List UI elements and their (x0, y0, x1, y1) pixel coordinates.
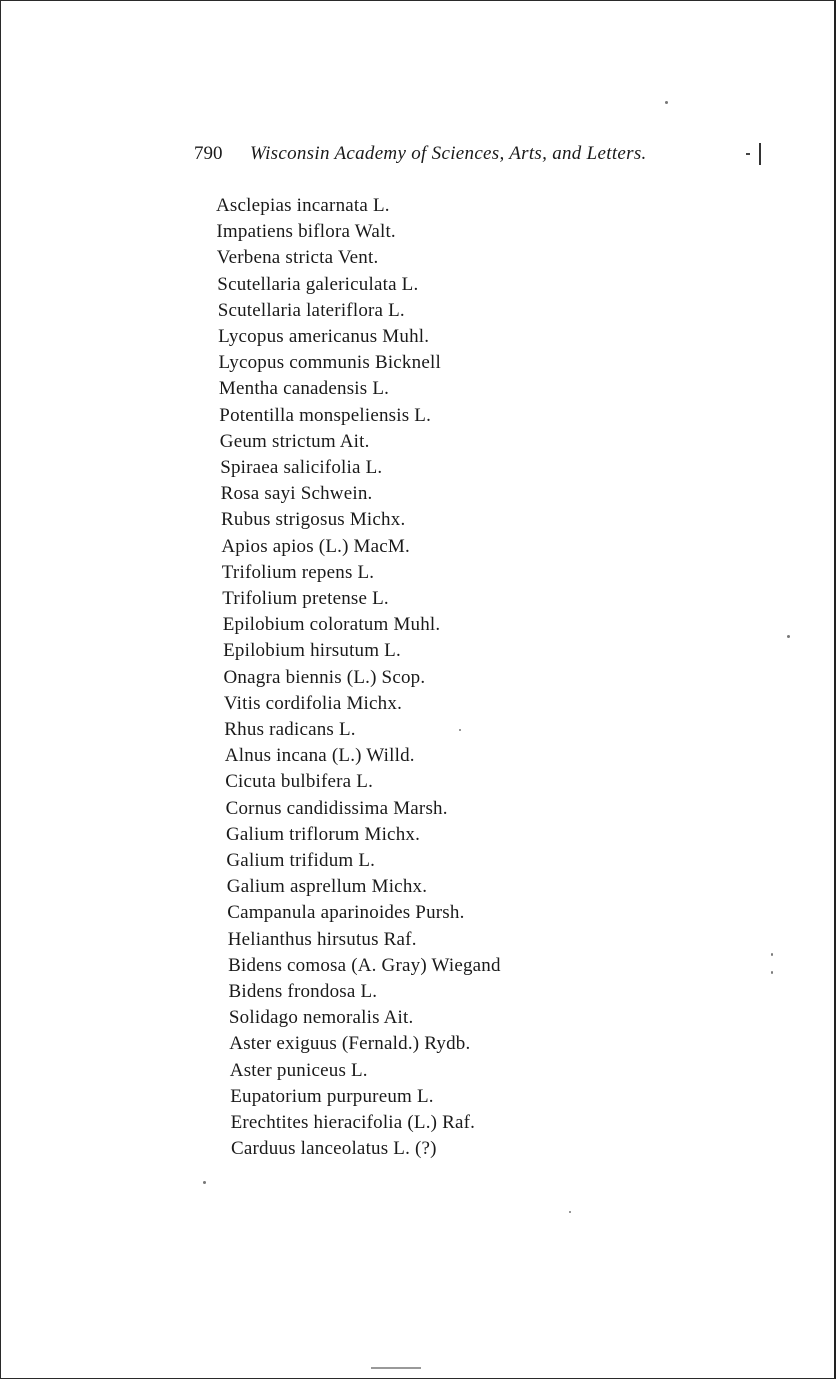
scan-mark (759, 143, 761, 165)
species-entry: Epilobium hirsutum L. (223, 640, 401, 662)
species-entry: Galium triflorum Michx. (226, 823, 421, 845)
scan-speck (771, 953, 773, 956)
species-entry: Epilobium coloratum Muhl. (222, 614, 441, 636)
species-entry: Spiraea salicifolia L. (220, 457, 383, 478)
scan-mark (746, 153, 750, 155)
scan-speck (787, 635, 790, 638)
scan-speck (665, 101, 668, 104)
species-entry: Solidago nemoralis Ait. (228, 1007, 414, 1029)
scan-speck (569, 1211, 571, 1213)
species-entry: Apios apios (L.) MacM. (221, 535, 410, 557)
page-header (194, 143, 714, 173)
species-entry: Rubus strigosus Michx. (221, 509, 406, 531)
species-entry: Asclepias incarnata L. (216, 195, 390, 216)
species-entry: Campanula aparinoides Pursh. (227, 902, 465, 924)
species-entry: Impatiens biflora Walt. (216, 221, 396, 243)
species-entry: Scutellaria lateriflora L. (217, 299, 405, 321)
species-entry: Trifolium repens L. (221, 561, 375, 583)
scan-speck (771, 971, 773, 974)
species-entry: Rosa sayi Schwein. (220, 483, 373, 505)
species-entry: Onagra biennis (L.) Scop. (223, 666, 426, 688)
species-entry: Alnus incana (L.) Willd. (224, 745, 415, 767)
page-number: 790 (194, 143, 223, 164)
species-entry: Vitis cordifolia Michx. (223, 692, 403, 714)
species-entry: Rhus radicans L. (224, 719, 356, 740)
species-entry: Cornus candidissima Marsh. (225, 797, 448, 819)
species-entry: Aster exiguus (Fernald.) Rydb. (229, 1033, 471, 1055)
species-entry: Galium trifidum L. (226, 850, 376, 871)
scan-speck (203, 1181, 206, 1184)
species-entry: Potentilla monspeliensis L. (219, 404, 432, 426)
scan-mark (371, 1367, 421, 1369)
species-entry: Aster puniceus L. (229, 1059, 368, 1081)
species-entry: Lycopus communis Bicknell (218, 352, 441, 374)
scan-speck (459, 729, 461, 731)
species-entry: Geum strictum Ait. (219, 430, 370, 452)
species-entry: Erechtites hieracifolia (L.) Raf. (230, 1112, 476, 1133)
species-entry: Galium asprellum Michx. (226, 876, 428, 898)
species-entry: Bidens frondosa L. (228, 981, 378, 1002)
species-entry: Lycopus americanus Muhl. (218, 326, 430, 347)
species-entry: Scutellaria galericulata L. (217, 273, 419, 295)
species-entry: Trifolium pretense L. (222, 588, 389, 609)
species-entry: Verbena stricta Vent. (216, 247, 379, 269)
running-title: Wisconsin Academy of Sciences, Arts, and Letters. (250, 143, 647, 164)
species-entry: Bidens comosa (A. Gray) Wiegand (228, 954, 501, 976)
species-entry: Helianthus hirsutus Raf. (227, 928, 417, 950)
species-entry: Eupatorium purpureum L. (230, 1085, 434, 1107)
species-entry: Cicuta bulbifera L. (225, 771, 374, 793)
species-entry: Mentha canadensis L. (218, 378, 390, 400)
species-entry: Carduus lanceolatus L. (?) (231, 1138, 437, 1160)
